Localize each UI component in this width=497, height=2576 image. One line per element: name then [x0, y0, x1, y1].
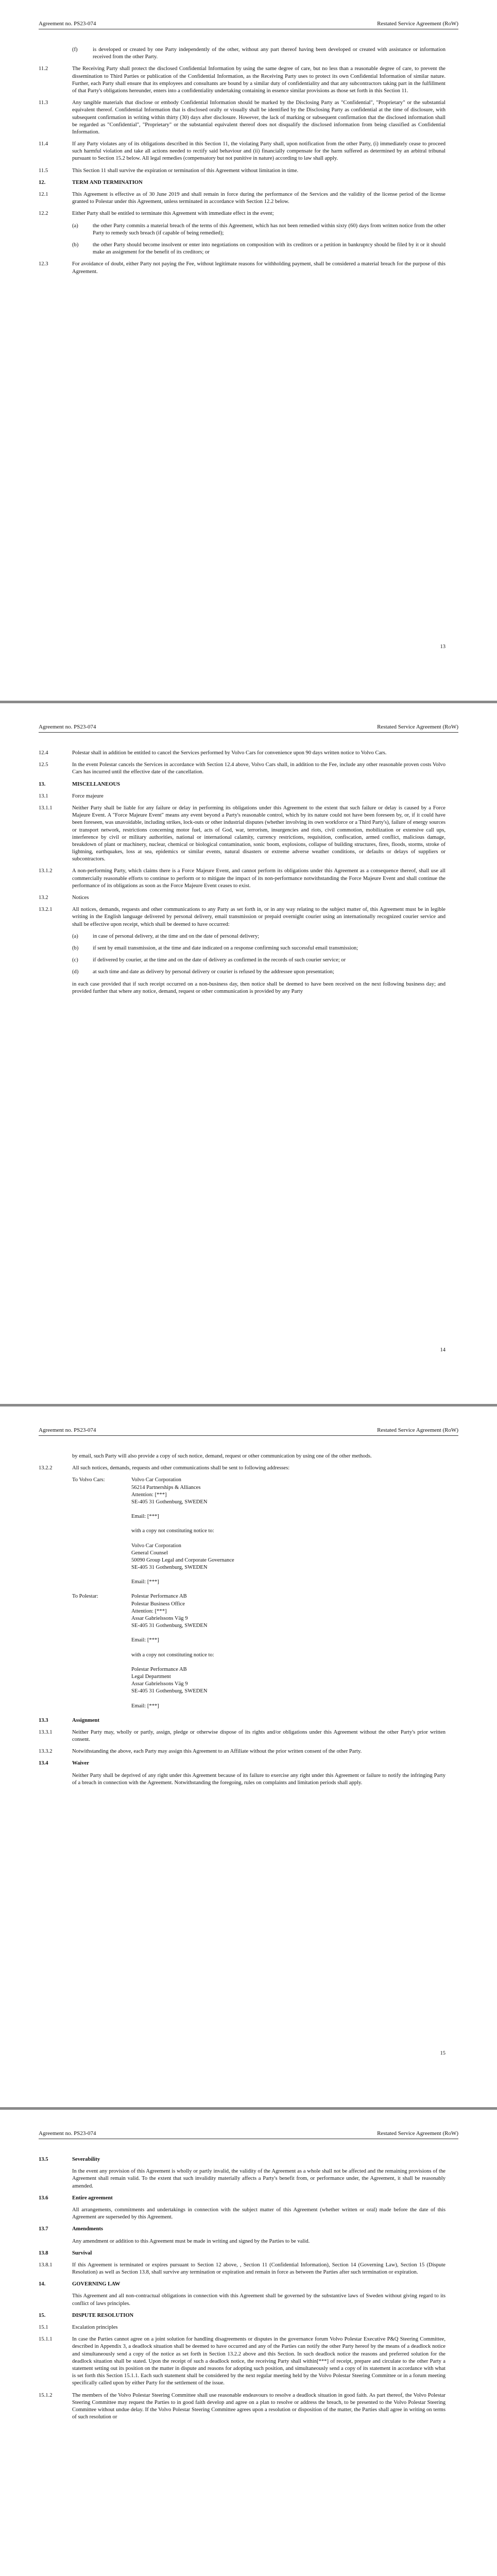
clause-text: Any amendment or addition to this Agreement must be made in writing and signed by the Parties to be valid. — [72, 2238, 310, 2244]
clause — [39, 65, 445, 95]
clause — [39, 868, 445, 890]
postal-address: Polestar Performance AB Polestar Business Office Attention: [***] Assar Gabrielssons Väg 9 SE-405 31 Gothenburg, SWEDEN — [131, 1594, 208, 1629]
address-block — [39, 1543, 445, 1572]
clause — [39, 2293, 445, 2307]
clause-number: 13.6 — [39, 2195, 48, 2201]
subsection-title: Notices — [72, 895, 89, 901]
clause — [39, 969, 445, 976]
page-body — [39, 46, 445, 280]
section-title: TERM AND TERMINATION — [72, 179, 143, 185]
clause-number: 13.3 — [39, 1717, 48, 1723]
clause-text: This Agreement is effective as of 30 June 2019 and shall remain in force during the performance of the Services and the validity of the license period of the license granted to Polestar under this Agreement, unless terminated in accordance with Section 12.2 below. — [72, 192, 445, 205]
clause-number: 13.4 — [39, 1760, 48, 1767]
clause-text: Polestar shall in addition be entitled to cancel the Services performed by Volvo Cars for convenience upon 90 days written notice to Volvo Cars. — [72, 750, 387, 756]
section-heading — [39, 179, 445, 187]
recipient-label: To Polestar: — [72, 1594, 98, 1600]
clause-text: Notwithstanding the above, each Party may assign this Agreement to an Affiliate without the prior written consent of the other Party. — [72, 1749, 362, 1755]
page-number: 14 — [440, 1347, 445, 1353]
clause-number: 11.4 — [39, 141, 48, 147]
address-block — [39, 1703, 445, 1710]
clause-text: All notices, demands, requests and other communications to any Party as set forth in, or in any way relating to the subject matter of, this Agreement must be in legible writing in the English language delivered by personal delivery, email transmission or prepaid overnight courier using an internationally recognized courier service and shall be effective upon receipt, which shall be deemed to have occurred: — [72, 907, 445, 927]
clause-number: 13.8 — [39, 2250, 48, 2256]
section-number: 12. — [39, 179, 46, 185]
clause-number: 12.4 — [39, 750, 48, 756]
subsection-heading — [39, 1760, 445, 1767]
clause-number: 12.5 — [39, 762, 48, 768]
item-label: (c) — [72, 957, 78, 963]
clause-text: Either Party shall be entitled to terminate this Agreement with immediate effect in the event; — [72, 211, 274, 217]
address-block — [39, 1652, 445, 1659]
section-number: 13. — [39, 781, 46, 787]
address-block — [39, 1666, 445, 1696]
clause — [39, 1453, 445, 1460]
section-number: 14. — [39, 2281, 46, 2287]
section-title: DISPUTE RESOLUTION — [72, 2312, 134, 2318]
item-text: the other Party commits a material breach of the terms of this Agreement, which has not been remedied within sixty (60) days from written notice from the other Party to remedy such breach (if capable of being remedied); — [93, 223, 445, 236]
postal-address: Polestar Performance AB Legal Department Assar Gabrielssons Väg 9 SE-405 31 Gothenburg, SWEDEN — [131, 1666, 208, 1694]
item-label: (a) — [72, 223, 78, 229]
clause-text: All such notices, demands, requests and other communications shall be sent to following addresses: — [72, 1465, 290, 1471]
subsection-heading — [39, 2250, 445, 2257]
clause-number: 13.1.1 — [39, 805, 53, 811]
clause-text: In case the Parties cannot agree on a joint solution for handling disagreements or disputes in the governance forum Volvo Polestar Executive P&Q Steering Committee, described in Appendix 3, a deadlock situation shall be deemed to have occurred and any of the Parties can notify the other Party hereof by the means of a deadlock notice and simultaneously send a copy of the notice as set forth in Section 13.2.2 above and this Section. In such deadlock notice the reasons and preferred solution for the deadlock situation shall be stated. Upon the receipt of such a deadlock notice, the receiving Party shall within[***] of receipt, prepare and circulate to the other Party a statement setting out its position on the matter in dispute and reasons for adopting such position, and simultaneously send a copy of its statement in accordance with what is set forth this Section 15.1.1. Each such statement shall be considered by the next regular meeting held by the Volvo Polestar Steering Committee or in a forum meeting specifically called upon by either Party for the settlement of the issue. — [72, 2336, 445, 2386]
document-page — [0, 0, 497, 701]
clause — [39, 2238, 445, 2245]
page-body — [39, 2156, 445, 2426]
clause — [39, 223, 445, 237]
clause-text: The Receiving Party shall protect the disclosed Confidential Information by using the same degree of care, but no less than a reasonable degree of care, to prevent the dissemination to Third Parties or publication of the Confidential Information, as the Receiving Party uses to protect its own Confidential Information of similar nature. Further, each Party shall ensure that its employees and consultants are bound by a similar duty of confidentiality and that any subcontractors taking part in the fulfillment of that Party's obligations hereunder, enters into a confidentiality undertaking containing in essence similar provisions as those set forth in this Section 11. — [72, 66, 445, 94]
clause-number: 15.1.2 — [39, 2392, 53, 2398]
subsection-title: Force majeure — [72, 793, 104, 799]
clause — [39, 2262, 445, 2276]
clause — [39, 945, 445, 952]
subsection-heading — [39, 2226, 445, 2233]
postal-address: Volvo Car Corporation 56214 Partnerships & Alliances Attention: [***] SE-405 31 Gothenburg, SWEDEN — [131, 1477, 208, 1505]
header-agreement-title: Restated Service Agreement (RoW) — [377, 724, 458, 730]
clause — [39, 2207, 445, 2221]
clause-text: Neither Party may, wholly or partly, assign, pledge or otherwise dispose of its rights and/or obligations under this Agreement without the other Party's prior written consent. — [72, 1729, 445, 1743]
header-agreement-no: Agreement no. PS23-074 — [39, 21, 96, 27]
subsection-title: Survival — [72, 2250, 92, 2256]
subsection-heading — [39, 2324, 445, 2331]
header-agreement-title: Restated Service Agreement (RoW) — [377, 1427, 458, 1433]
clause-number: 13.3.2 — [39, 1749, 53, 1755]
clause-number: 13.2.1 — [39, 907, 53, 913]
page-body — [39, 750, 445, 1000]
item-text: the other Party should become insolvent or enter into negotiations on composition with its creditors or a petition in bankruptcy should be filed by it or it should make an assignment for the benefit of its creditors; or — [93, 242, 445, 256]
email-line: Email: [***] — [131, 1703, 159, 1709]
clause — [39, 1748, 445, 1755]
email-line: Email: [***] — [131, 1514, 159, 1520]
subsection-title: Escalation principles — [72, 2325, 118, 2330]
item-text: is developed or created by one Party independently of the other, without any part thereof having been developed or created with assistance or information received from the other Party. — [93, 47, 445, 60]
subsection-title: Amendments — [72, 2226, 104, 2232]
clause-text: This Agreement and all non-contractual obligations in connection with this Agreement shall be governed by the substantive laws of Sweden without giving regard to its conflict of laws principles. — [72, 2293, 445, 2307]
clause — [39, 2392, 445, 2421]
clause — [39, 750, 445, 757]
clause-text: All arrangements, commitments and undertakings in connection with the subject matter of this Agreement (whether written or oral) made before the date of this Agreement are superseded by this Agreement. — [72, 2207, 445, 2221]
copy-note: with a copy not constituting notice to: — [131, 1652, 214, 1658]
section-title: MISCELLANEOUS — [72, 781, 121, 787]
clause — [39, 2168, 445, 2190]
item-text: if sent by email transmission, at the time and date indicated on a response confirming such successful email transmission; — [93, 945, 358, 951]
clause-text: In the event any provision of this Agreement is wholly or partly invalid, the validity of the Agreement as a whole shall not be affected and the remaining provisions of the Agreement shall remain valid. To the extent that such invalidity materially affects a Party's benefit from, or performance under, the Agreement, it shall be reasonably amended. — [72, 2168, 445, 2189]
clause — [39, 1772, 445, 1787]
subsection-title: Severability — [72, 2157, 100, 2162]
address-block — [39, 1637, 445, 1644]
item-text: if delivered by courier, at the time and on the date of delivery as confirmed in the records of such courier service; or — [93, 957, 346, 963]
clause — [39, 141, 445, 163]
header-agreement-no: Agreement no. PS23-074 — [39, 1427, 96, 1433]
clause-number: 13.8.1 — [39, 2262, 53, 2268]
address-block — [39, 1593, 445, 1630]
section-heading — [39, 2312, 445, 2319]
subsection-title: Waiver — [72, 1760, 89, 1767]
clause-number: 13.3.1 — [39, 1729, 53, 1735]
subsection-heading — [39, 1717, 445, 1724]
section-heading — [39, 2281, 445, 2288]
clause — [39, 805, 445, 863]
header-agreement-title: Restated Service Agreement (RoW) — [377, 2130, 458, 2137]
clause-text: by email, such Party will also provide a copy of such notice, demand, request or other communication by using one of the other methods. — [72, 1453, 372, 1459]
clause-text: If this Agreement is terminated or expires pursuant to Section 12 above, , Section 11 (Confidential Information), Section 14 (Governing Law), Section 15 (Dispute Resolution) as well as Section 13.8, shall survive any termination or expiration and remain in force as between the Parties after such termination or expiration. — [72, 2262, 445, 2276]
clause-text: If any Party violates any of its obligations described in this Section 11, the violating Party shall, upon notification from the other Party, (i) immediately cease to proceed such harmful violation and take all actions needed to rectify said behaviour and (ii) financially compensate for the harm suffered as determined by an arbitral tribunal pursuant to Section 15.2 below. All legal remedies (compensatory but not punitive in nature) according to law shall apply. — [72, 141, 445, 162]
document-page — [0, 703, 497, 1404]
page-header — [39, 1427, 458, 1433]
clause-text: Any tangible materials that disclose or embody Confidential Information should be marked by the Disclosing Party as "Confidential", "Proprietary" or the substantial equivalent thereof. Confidential Information that is disclosed orally or visually shall be identified by the Disclosing Party as confidential at the time of disclosure, with subsequent confirmation in writing within thirty (30) days after disclosure. However, the lack of marking or subsequent confirmation that the disclosed information shall be regarded as "Confidential", "Proprietary" or the substantial equivalent thereof does not disqualify the disclosed information from being classified as Confidential Information. — [72, 100, 445, 135]
document-page — [0, 1406, 497, 2107]
clause-number: 13.2.2 — [39, 1465, 53, 1471]
clause-number: 12.2 — [39, 211, 48, 217]
clause — [39, 261, 445, 275]
page-header — [39, 21, 458, 27]
clause — [39, 242, 445, 256]
email-line: Email: [***] — [131, 1579, 159, 1585]
clause — [39, 981, 445, 995]
item-label: (f) — [72, 47, 78, 53]
clause-text: For avoidance of doubt, either Party not paying the Fee, without legitimate reasons for withholding payment, shall be considered a material breach for the purpose of this Agreement. — [72, 261, 445, 275]
section-heading — [39, 781, 445, 788]
section-number: 15. — [39, 2312, 46, 2318]
page-number: 13 — [440, 644, 445, 650]
clause-number: 15.1 — [39, 2325, 48, 2330]
clause-number: 13.1.2 — [39, 868, 53, 874]
clause-number: 11.2 — [39, 66, 48, 72]
header-rule — [39, 732, 458, 733]
clause — [39, 99, 445, 136]
clause-number: 13.7 — [39, 2226, 48, 2232]
item-text: in case of personal delivery, at the time and on the date of personal delivery; — [93, 933, 260, 939]
clause-number: 12.3 — [39, 261, 48, 267]
document-page — [0, 2110, 497, 2576]
clause — [39, 957, 445, 964]
clause-text: This Section 11 shall survive the expiration or termination of this Agreement without limitation in time. — [72, 167, 299, 174]
subsection-heading — [39, 2156, 445, 2163]
page-header — [39, 724, 458, 730]
address-block — [39, 1528, 445, 1535]
postal-address: Volvo Car Corporation General Counsel 50090 Group Legal and Corporate Governance SE-405 31 Gothenburg, SWEDEN — [131, 1543, 234, 1571]
clause — [39, 933, 445, 940]
subsection-heading — [39, 894, 445, 902]
clause — [39, 167, 445, 175]
page-number: 15 — [440, 2050, 445, 2056]
clause-text: Neither Party shall be liable for any failure or delay in performing its obligations under this Agreement to the extent that such failure or delay is caused by a Force Majeure Event. A "Force Majeure Event" means any event beyond a Party's reasonable control, which by its nature could not have been foreseen by, or, if it could have been foreseen, was unavoidable, including strikes, lock-outs or other industrial disputes (whether involving its own workforce or a Third Party's), failure of energy sources or transport network, restrictions concerning motor fuel, acts of God, war, terrorism, insurgencies and riots, civil commotion, mobilization or extensive call ups, interference by civil or military authorities, national or international calamity, currency restrictions, requisition, confiscation, armed conflict, malicious damage, breakdown of plant or machinery, nuclear, chemical or biological contamination, sonic boom, explosions, collapse of building structures, fires, floods, storms, stroke of lightning, earthquakes, loss at sea, epidemics or similar events, natural disasters or extreme adverse weather conditions, or defaults or delays of suppliers or subcontractors. — [72, 805, 445, 862]
clause-number: 11.3 — [39, 100, 48, 106]
header-agreement-no: Agreement no. PS23-074 — [39, 2130, 96, 2137]
recipient-label: To Volvo Cars: — [72, 1477, 105, 1483]
item-label: (b) — [72, 945, 79, 951]
clause — [39, 191, 445, 206]
clause-text: Neither Party shall be deprived of any right under this Agreement because of its failure to exercise any right under this Agreement or failure to notify the infringing Party of a breach in connection with the Agreement. Notwithstanding the foregoing, rules on complaints and limitation periods shall apply. — [72, 1772, 445, 1786]
clause-number: 11.5 — [39, 167, 48, 174]
page-body — [39, 1453, 445, 1791]
clause-text: in each case provided that if such receipt occurred on a non-business day, then notice shall be deemed to have been received on the next following business day; and provided further that where any notice, demand, request or other communication is provided by any Party — [72, 981, 445, 994]
clause — [39, 210, 445, 217]
clause — [39, 46, 445, 61]
item-label: (d) — [72, 969, 79, 975]
clause — [39, 1729, 445, 1743]
header-agreement-no: Agreement no. PS23-074 — [39, 724, 96, 730]
header-rule — [39, 1435, 458, 1436]
item-label: (b) — [72, 242, 79, 248]
clause-text: A non-performing Party, which claims there is a Force Majeure Event, and cannot perform its obligations under this Agreement as a consequence thereof, shall use all commercially reasonable efforts to continue to perform or to mitigate the impact of its non-performance notwithstanding the Force Majeure Event and shall continue the performance of its obligations as soon as the Force Majeure Event ceases to exist. — [72, 868, 445, 889]
clause-number: 12.1 — [39, 192, 48, 197]
clause — [39, 761, 445, 776]
item-text: at such time and date as delivery by personal delivery or courier is refused by the addressee upon presentation; — [93, 969, 334, 975]
clause-number: 13.5 — [39, 2157, 48, 2162]
item-label: (a) — [72, 933, 78, 939]
clause-text: In the event Polestar cancels the Services in accordance with Section 12.4 above, Volvo Cars shall, in addition to the Fee, include any other reasonable proven costs Volvo Cars has incurred until the effective date of the cancellation. — [72, 762, 445, 775]
subsection-title: Entire agreement — [72, 2195, 113, 2201]
clause — [39, 1465, 445, 1472]
clause-number: 15.1.1 — [39, 2336, 53, 2343]
clause-text: The members of the Volvo Polestar Steering Committee shall use reasonable endeavours to resolve a deadlock situation in good faith. As part thereof, the Volvo Polestar Steering Committee may request the Parties to in good faith develop and agree on a plan to resolve or address the breach, to be presented to the Volvo Polestar Steering Committee without undue delay. If the Volvo Polestar Steering Committee agrees upon a resolution or disposition of the matter, the Parties shall agree in writing on terms of such resolution or — [72, 2392, 445, 2420]
subsection-heading — [39, 2195, 445, 2202]
clause — [39, 906, 445, 928]
subsection-title: Assignment — [72, 1717, 99, 1723]
address-block — [39, 1477, 445, 1506]
address-block — [39, 1579, 445, 1586]
copy-note: with a copy not constituting notice to: — [131, 1528, 214, 1534]
section-title: GOVERNING LAW — [72, 2281, 121, 2287]
subsection-heading — [39, 793, 445, 800]
header-agreement-title: Restated Service Agreement (RoW) — [377, 21, 458, 27]
address-block — [39, 1513, 445, 1520]
email-line: Email: [***] — [131, 1637, 159, 1643]
clause-number: 13.2 — [39, 895, 48, 901]
clause — [39, 2336, 445, 2387]
clause-number: 13.1 — [39, 793, 48, 799]
page-header — [39, 2130, 458, 2137]
